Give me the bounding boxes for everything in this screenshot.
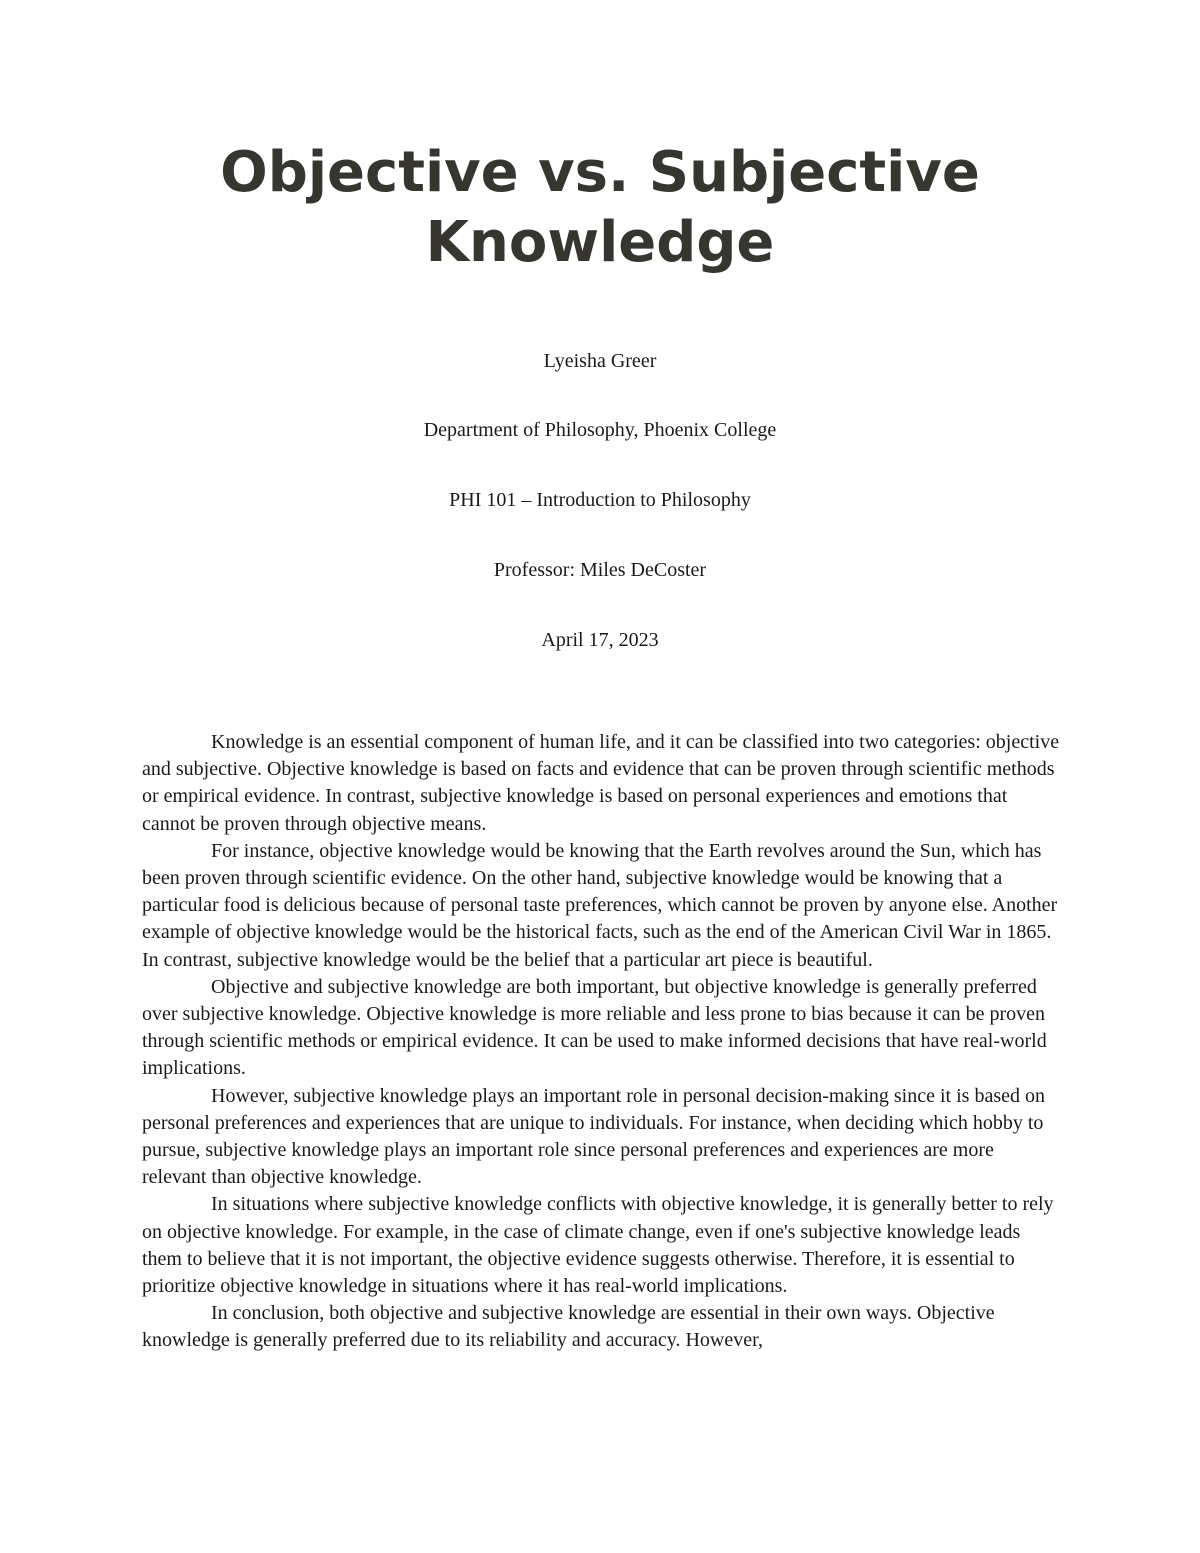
body-paragraph: However, subjective knowledge plays an important role in personal decision-making since it is based on personal preferences and experiences that are unique to individuals. For instance, when deciding which hobby to pursue, subjective knowledge plays an important role since personal preferences and experiences are more relevant than objective knowledge. (142, 1084, 1045, 1189)
body-paragraph: Knowledge is an essential component of human life, and it can be classified into two categories: objective and subjective. Objective knowledge is based on facts and evidence that can be proven through scientific methods or empirical evidence. In contrast, subjective knowledge is based on personal experiences and emotions that cannot be proven through objective means. (142, 731, 1060, 835)
body-paragraph: For instance, objective knowledge would be knowing that the Earth revolves around the Sun, which has been proven through scientific evidence. On the other hand, subjective knowledge would be knowing that a particular food is delicious because of personal taste preferences, which cannot be proven by anyone else. Another example of objective knowledge would be the historical facts, such as the end of the American Civil War in 1865. In contrast, subjective knowledge would be the belief that a particular art piece is beautiful. (142, 839, 1058, 971)
department: Department of Philosophy, Phoenix College (423, 419, 777, 441)
body-paragraph: Objective and subjective knowledge are both important, but objective knowledge is generally preferred over subjective knowledge. Objective knowledge is more reliable and less prone to bias because it can be proven through scientific methods or empirical evidence. It can be used to make informed decisions that have real-world implications. (142, 975, 1047, 1080)
professor-name: Professor: Miles DeCoster (493, 559, 707, 581)
document-date: April 17, 2023 (541, 629, 659, 651)
author-name: Lyeisha Greer (543, 350, 657, 372)
course-name: PHI 101 – Introduction to Philosophy (449, 489, 751, 511)
body-paragraph: In conclusion, both objective and subjective knowledge are essential in their own ways. Objective knowledge is generally preferred due to its reliability and accuracy. However, (142, 1302, 995, 1352)
document-title: Objective vs. Subjective Knowledge (220, 140, 980, 275)
body-paragraph: In situations where subjective knowledge conflicts with objective knowledge, it is generally better to rely on objective knowledge. For example, in the case of climate change, even if one's subjective knowledge leads them to believe that it is not important, the objective evidence suggests otherwise. Therefore, it is essential to prioritize objective knowledge in situations where it has real-world implications. (142, 1193, 1054, 1298)
essay-body (142, 729, 1062, 1355)
